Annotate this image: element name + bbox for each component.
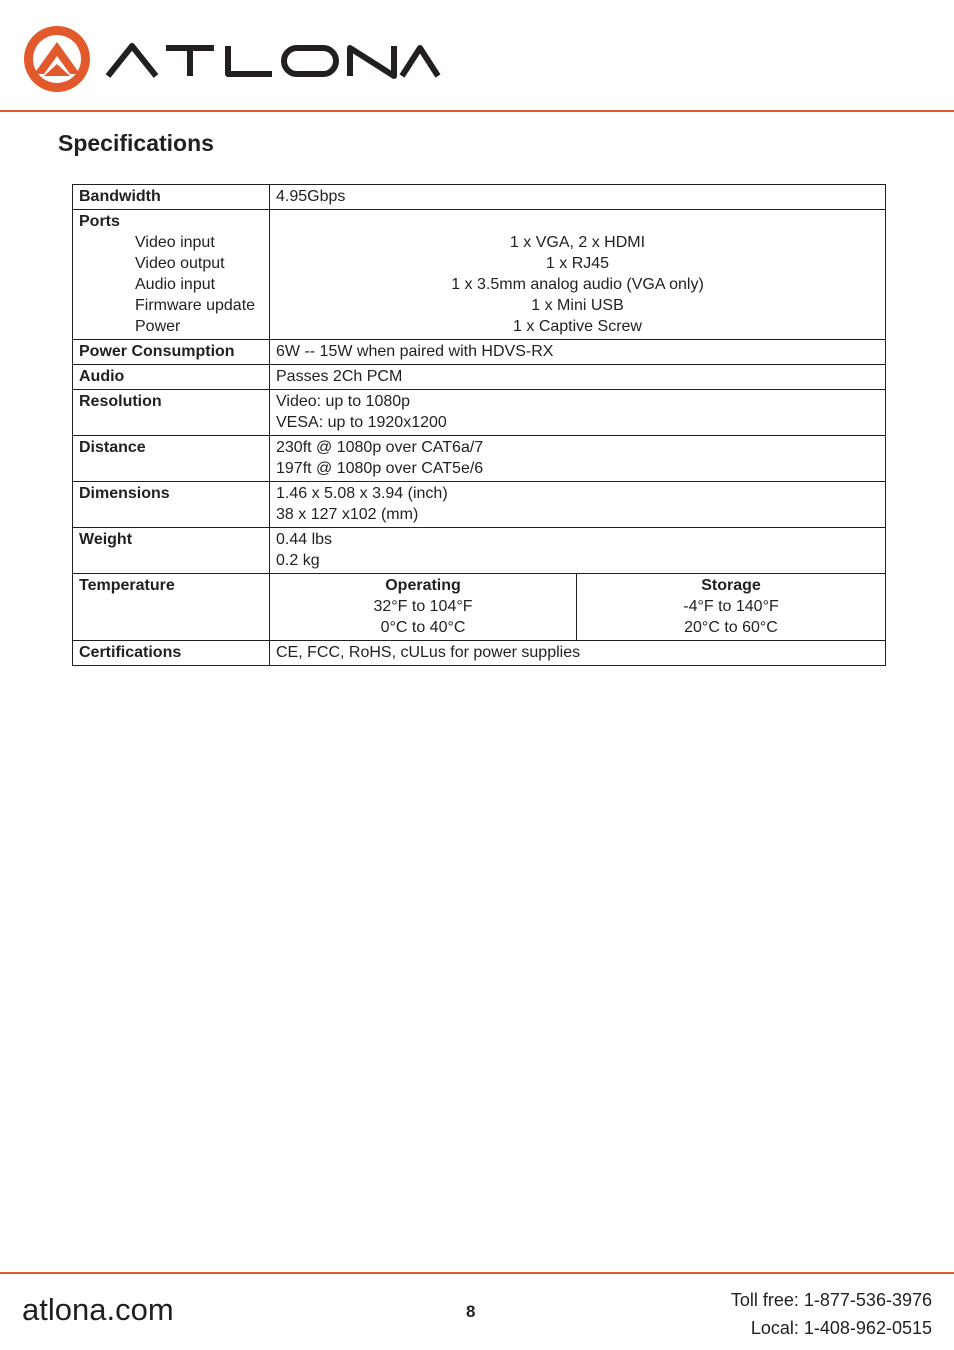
port-value: 1 x VGA, 2 x HDMI bbox=[509, 234, 646, 251]
spec-value: 0°C to 40°C bbox=[380, 619, 466, 636]
spec-label: Weight bbox=[73, 528, 270, 574]
port-label: Power bbox=[135, 318, 181, 335]
spec-value: 197ft @ 1080p over CAT5e/6 bbox=[276, 460, 484, 477]
table-row-temperature bbox=[73, 574, 886, 641]
table-row-dimensions bbox=[73, 482, 886, 528]
table-row-distance bbox=[73, 436, 886, 482]
table-row-certifications bbox=[73, 641, 886, 666]
spec-value: -4°F to 140°F bbox=[683, 598, 779, 615]
spec-value: 4.95Gbps bbox=[270, 185, 886, 210]
spec-label: Power Consumption bbox=[73, 340, 270, 365]
spec-label: Bandwidth bbox=[73, 185, 270, 210]
port-value: 1 x Captive Screw bbox=[513, 318, 642, 335]
spec-value: VESA: up to 1920x1200 bbox=[276, 414, 447, 431]
footer-divider bbox=[0, 1272, 954, 1274]
spec-value: CE, FCC, RoHS, cULus for power supplies bbox=[270, 641, 886, 666]
table-row-ports bbox=[73, 210, 886, 340]
toll-free-phone: Toll free: 1-877-536-3976 bbox=[730, 1290, 932, 1310]
header-divider bbox=[0, 110, 954, 112]
spec-value: 20°C to 60°C bbox=[684, 619, 778, 636]
table-row-power-consumption bbox=[73, 340, 886, 365]
website-link[interactable]: atlona.com bbox=[22, 1292, 174, 1327]
contact-info bbox=[731, 1286, 932, 1342]
page-title: Specifications bbox=[58, 130, 214, 156]
spec-label: Certifications bbox=[73, 641, 270, 666]
spec-label: Audio bbox=[73, 365, 270, 390]
spec-value: 6W -- 15W when paired with HDVS-RX bbox=[270, 340, 886, 365]
table-row-weight bbox=[73, 528, 886, 574]
port-value: 1 x Mini USB bbox=[531, 297, 624, 314]
spec-value: 38 x 127 x102 (mm) bbox=[276, 506, 419, 523]
port-value: 1 x 3.5mm analog audio (VGA only) bbox=[451, 276, 704, 293]
spec-value: 0.44 lbs bbox=[276, 531, 333, 548]
operating-heading: Operating bbox=[385, 577, 461, 594]
spec-value: 230ft @ 1080p over CAT6a/7 bbox=[276, 439, 484, 456]
port-label: Video output bbox=[135, 255, 225, 272]
spec-value: 32°F to 104°F bbox=[373, 598, 473, 615]
spec-value: Passes 2Ch PCM bbox=[270, 365, 886, 390]
port-label: Video input bbox=[135, 234, 215, 251]
spec-label: Distance bbox=[73, 436, 270, 482]
page-header bbox=[0, 0, 954, 112]
table-row-audio bbox=[73, 365, 886, 390]
spec-value: 1.46 x 5.08 x 3.94 (inch) bbox=[276, 485, 448, 502]
page-number: 8 bbox=[466, 1302, 476, 1321]
spec-label: Dimensions bbox=[73, 482, 270, 528]
port-label: Firmware update bbox=[135, 297, 256, 314]
storage-heading: Storage bbox=[701, 577, 761, 594]
operating-temperature bbox=[270, 574, 577, 641]
specifications-table bbox=[72, 184, 886, 666]
atlona-wordmark bbox=[104, 40, 444, 80]
spec-label: Temperature bbox=[73, 574, 270, 641]
port-label: Audio input bbox=[135, 276, 216, 293]
spec-value: 0.2 kg bbox=[276, 552, 320, 569]
storage-temperature bbox=[577, 574, 886, 641]
atlona-logo-icon bbox=[22, 24, 92, 94]
spec-label: Resolution bbox=[73, 390, 270, 436]
local-phone: Local: 1-408-962-0515 bbox=[750, 1318, 932, 1338]
table-row-bandwidth bbox=[73, 185, 886, 210]
table-row-resolution bbox=[73, 390, 886, 436]
spec-value: Video: up to 1080p bbox=[276, 393, 411, 410]
port-value: 1 x RJ45 bbox=[545, 255, 610, 272]
spec-label: Ports bbox=[79, 213, 120, 230]
